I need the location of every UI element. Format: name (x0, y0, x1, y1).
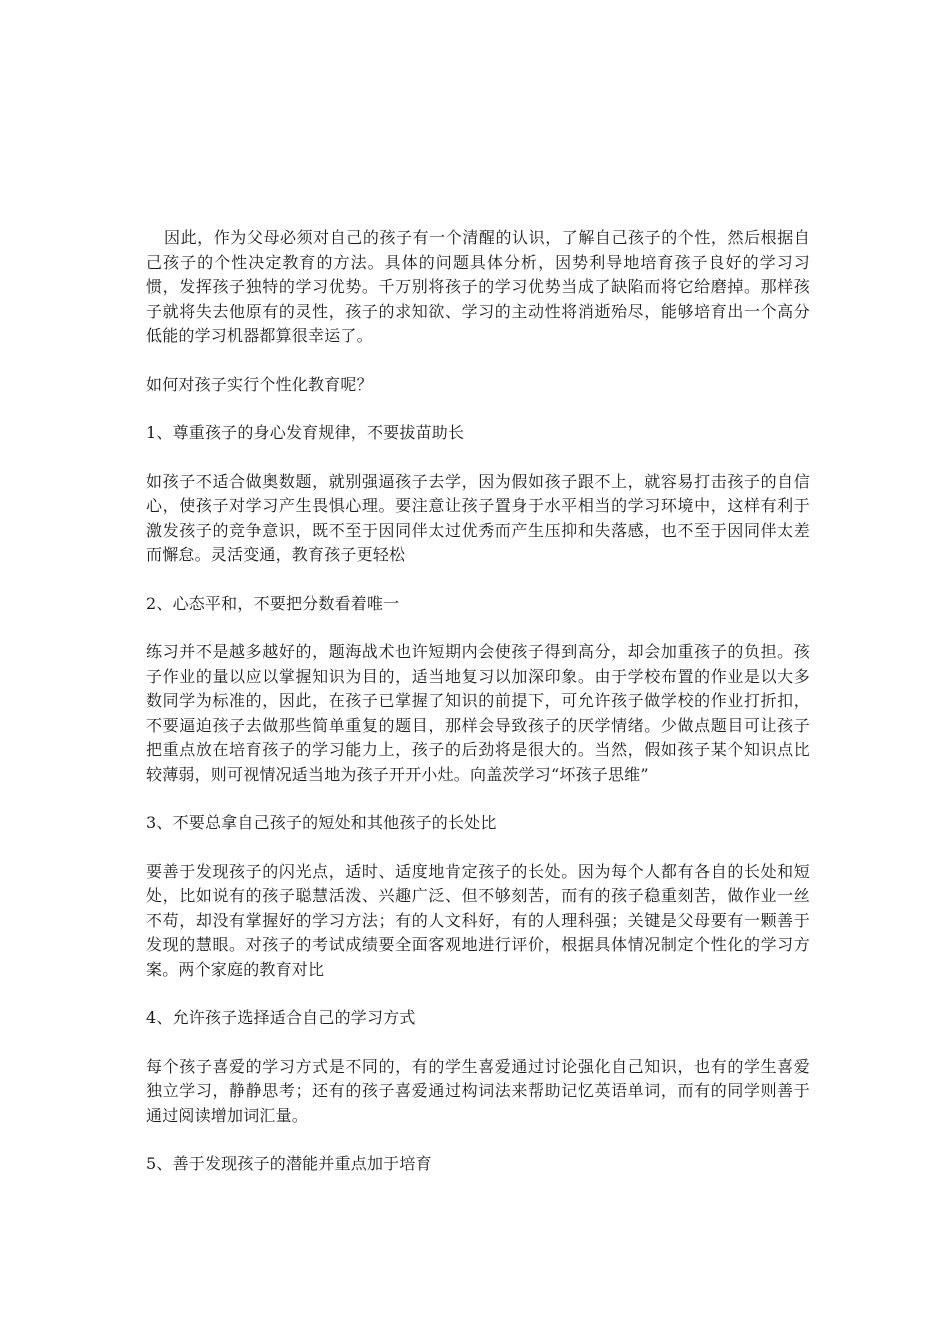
section-heading-3: 3、不要总拿自己孩子的短处和其他孩子的长处比 (146, 813, 497, 832)
question-line: 如何对孩子实行个性化教育呢？ (146, 374, 373, 394)
section-heading-4: 4、允许孩子选择适合自己的学习方式 (146, 1008, 416, 1027)
section-body-2: 练习并不是越多越好的，题海战术也许短期内会使孩子得到高分，却会加重孩子的负担。孩子作业的量以应以掌握知识为目的，适当地复习以加深印象。由于学校布置的作业是以大多数同学为标准的，因此，在孩子已掌握了知识的前提下，可允许孩子做学校的作业打折扣，不要逼迫孩子去做那些简单重复的题目，那样会导致孩子的厌学情绪。少做点题目可让孩子把重点放在培育孩子的学习能力上，孩子的后劲将是很大的。当然，假如孩子某个知识点比较薄弱，则可视情况适当地为孩子开开小灶。向盖茨学习“坏孩子思维” (146, 642, 810, 784)
section-body-4: 每个孩子喜爱的学习方式是不同的，有的学生喜爱通过讨论强化自己知识，也有的学生喜爱独立学习，静静思考；还有的孩子喜爱通过构词法来帮助记忆英语单词，而有的同学则善于通过阅读增加词汇量。 (146, 1056, 810, 1125)
section-heading-2: 2、心态平和，不要把分数看着唯一 (146, 593, 400, 613)
section-heading-1: 1、尊重孩子的身心发育规律，不要拔苗助长 (146, 423, 465, 442)
document-body (146, 226, 810, 1177)
intro-paragraph: 因此，作为父母必须对自己的孩子有一个清醒的认识，了解自己孩子的个性，然后根据自己孩子的个性决定教育的方法。具体的问题具体分析，因势利导地培育孩子良好的学习习惯，发挥孩子独特的学习优势。千万别将孩子的学习优势当成了缺陷而将它给磨掉。那样孩子就将失去他原有的灵性，孩子的求知欲、学习的主动性将消逝殆尽，能够培育出一个高分低能的学习机器都算很幸运了。 (146, 228, 810, 345)
section-body-1: 如孩子不适合做奥数题，就别强逼孩子去学，因为假如孩子跟不上，就容易打击孩子的自信心，使孩子对学习产生畏惧心理。要注意让孩子置身于水平相当的学习环境中，这样有利于激发孩子的竞争意识，既不至于因同伴太过优秀而产生压抑和失落感，也不至于因同伴太差而懈怠。灵活变通，教育孩子更轻松 (146, 471, 810, 564)
section-heading-5: 5、善于发现孩子的潜能并重点加于培育 (146, 1154, 432, 1173)
section-body-3: 要善于发现孩子的闪光点，适时、适度地肯定孩子的长处。因为每个人都有各自的长处和短处，比如说有的孩子聪慧活泼、兴趣广泛、但不够刻苦，而有的孩子稳重刻苦，做作业一丝不苟，却没有掌握好的学习方法；有的人文科好，有的人理科强；关键是父母要有一颗善于发现的慧眼。对孩子的考试成绩要全面客观地进行评价，根据具体情况制定个性化的学习方案。两个家庭的教育对比 (146, 861, 810, 979)
